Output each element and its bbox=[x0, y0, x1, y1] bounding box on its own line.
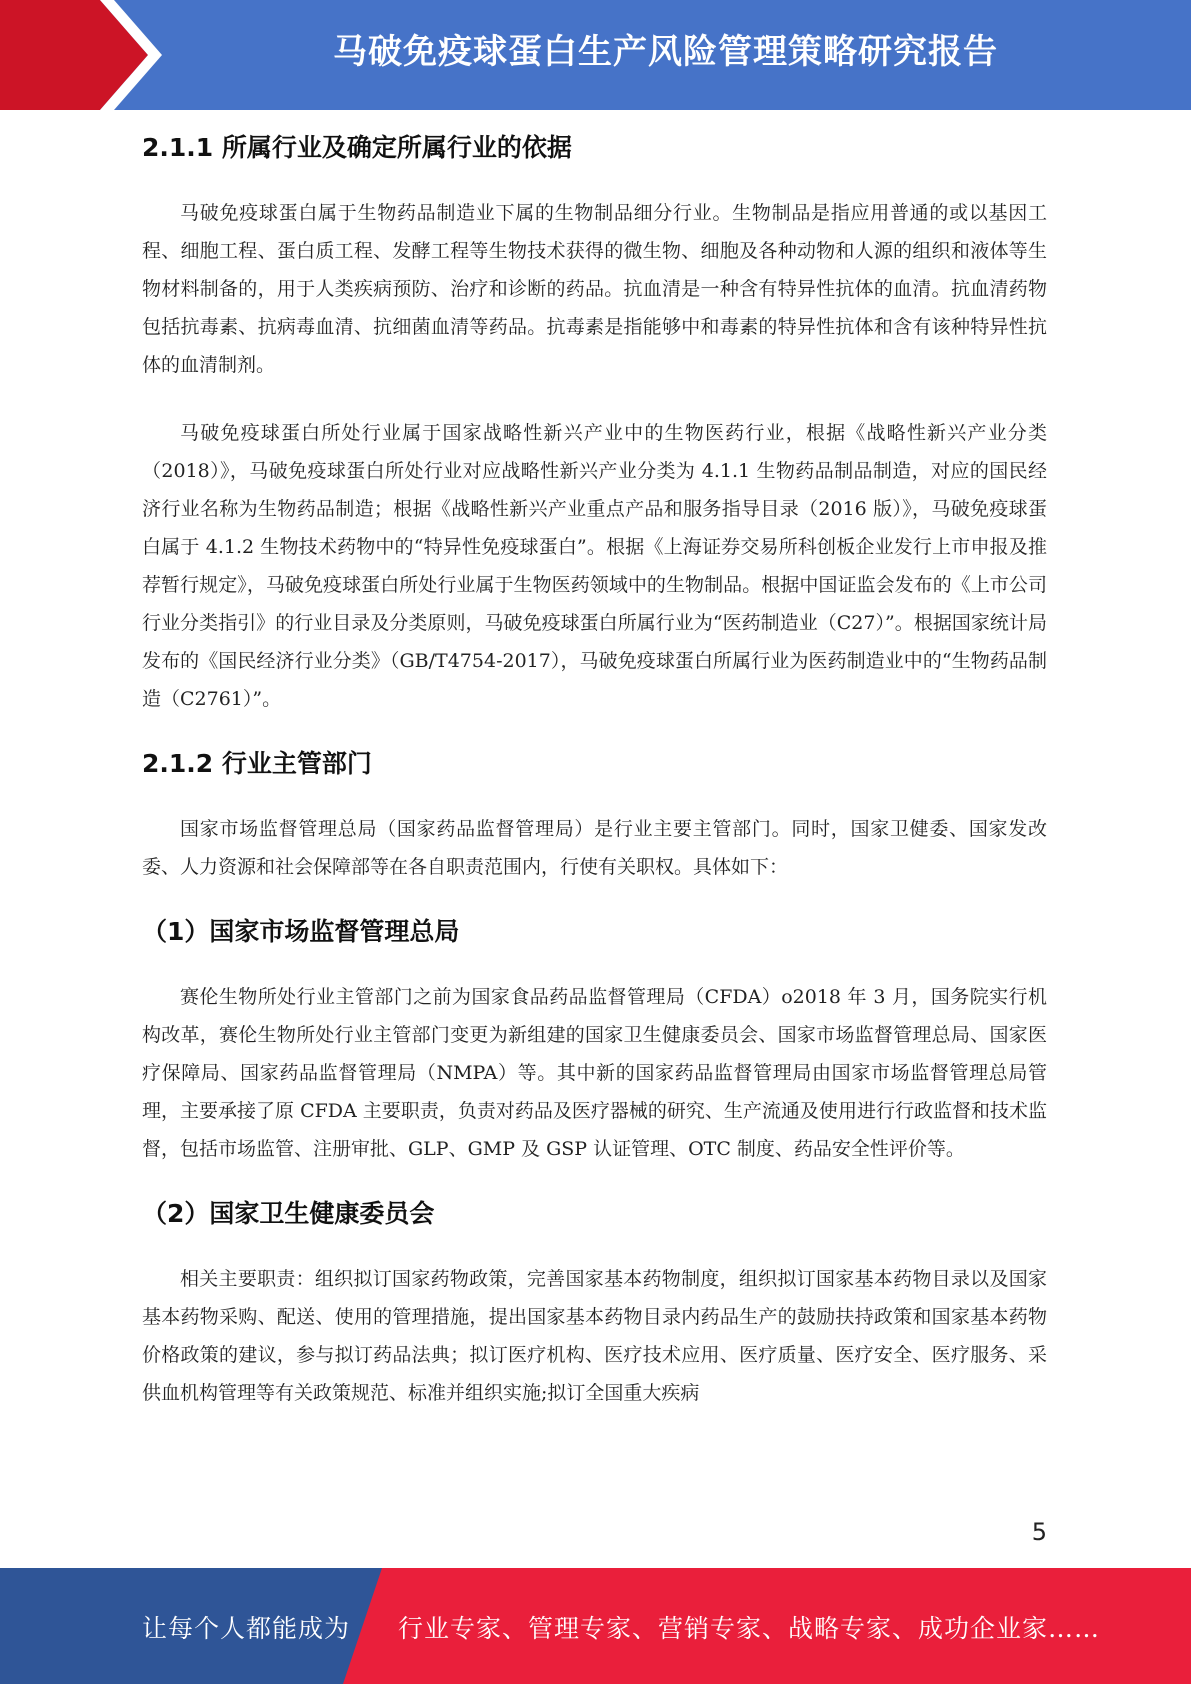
paragraph-samr: 赛伦生物所处行业主管部门之前为国家食品药品监督管理局（CFDA）o2018 年 3 月，国务院实行机构改革，赛伦生物所处行业主管部门变更为新组建的国家卫生健康委员会、国家市场监督管理总局、国家医疗保障局、国家药品监督管理局（NMPA）等。其中新的国家药品监督管理局由国家市场监督管理总局管理，主要承接了原 CFDA 主要职责，负责对药品及医疗器械的研究、生产流通及使用进行行政监督和技术监督，包括市场监管、注册审批、GLP、GMP 及 GSP 认证管理、OTC 制度、药品安全性评价等。 bbox=[142, 986, 1047, 1160]
section-title-2-1-1: 2.1.1 所属行业及确定所属行业的依据 bbox=[142, 133, 572, 162]
paragraph-nhc: 相关主要职责：组织拟订国家药物政策，完善国家基本药物制度，组织拟订国家基本药物目录以及国家基本药物采购、配送、使用的管理措施，提出国家基本药物目录内药品生产的鼓励扶持政策和国家基本药物价格政策的建议，参与拟订药品法典；拟订医疗机构、医疗技术应用、医疗质量、医疗安全、医疗服务、采供血机构管理等有关政策规范、标准并组织实施;拟订全国重大疾病 bbox=[142, 1268, 1047, 1404]
page-footer bbox=[0, 1568, 1191, 1684]
page-number: 5 bbox=[1031, 1518, 1047, 1546]
footer-slogan-left: 让每个人都能成为 bbox=[142, 1614, 351, 1643]
page-content bbox=[142, 122, 1047, 1412]
footer-slogan-right: 行业专家、管理专家、营销专家、战略专家、成功企业家…… bbox=[398, 1614, 1101, 1643]
paragraph-industry-classification: 马破免疫球蛋白属于生物药品制造业下属的生物制品细分行业。生物制品是指应用普通的或以基因工程、细胞工程、蛋白质工程、发酵工程等生物技术获得的微生物、细胞及各种动物和人源的组织和液体等生物材料制备的，用于人类疾病预防、治疗和诊断的药品。抗血清是一种含有特异性抗体的血清。抗血清药物包括抗毒素、抗病毒血清、抗细菌血清等药品。抗毒素是指能够中和毒素的特异性抗体和含有该种特异性抗体的血清制剂。 bbox=[142, 202, 1047, 376]
report-title: 马破免疫球蛋白生产风险管理策略研究报告 bbox=[333, 32, 998, 72]
paragraph-industry-basis: 马破免疫球蛋白所处行业属于国家战略性新兴产业中的生物医药行业，根据《战略性新兴产业分类（2018）》，马破免疫球蛋白所处行业对应战略性新兴产业分类为 4.1.1 生物药品制品制造，对应的国民经济行业名称为生物药品制造；根据《战略性新兴产业重点产品和服务指导目录（2016 版）》，马破免疫球蛋白属于 4.1.2 生物技术药物中的“特异性免疫球蛋白”。根据《上海证券交易所科创板企业发行上市申报及推荐暂行规定》，马破免疫球蛋白所处行业属于生物医药领域中的生物制品。根据中国证监会发布的《上市公司行业分类指引》的行业目录及分类原则，马破免疫球蛋白所属行业为“医药制造业（C27）”。根据国家统计局发布的《国民经济行业分类》（GB/T4754-2017），马破免疫球蛋白所属行业为医药制造业中的“生物药品制造（C2761）”。 bbox=[142, 422, 1047, 710]
header-arrow-decoration bbox=[0, 0, 175, 110]
subsection-title-samr: （1）国家市场监督管理总局 bbox=[142, 917, 460, 946]
subsection-title-nhc: （2）国家卫生健康委员会 bbox=[142, 1199, 435, 1228]
page-header bbox=[0, 0, 1191, 110]
paragraph-regulators-intro: 国家市场监督管理总局（国家药品监督管理局）是行业主要主管部门。同时，国家卫健委、国家发改委、人力资源和社会保障部等在各自职责范围内，行使有关职权。具体如下： bbox=[142, 818, 1047, 878]
section-title-2-1-2: 2.1.2 行业主管部门 bbox=[142, 749, 372, 778]
